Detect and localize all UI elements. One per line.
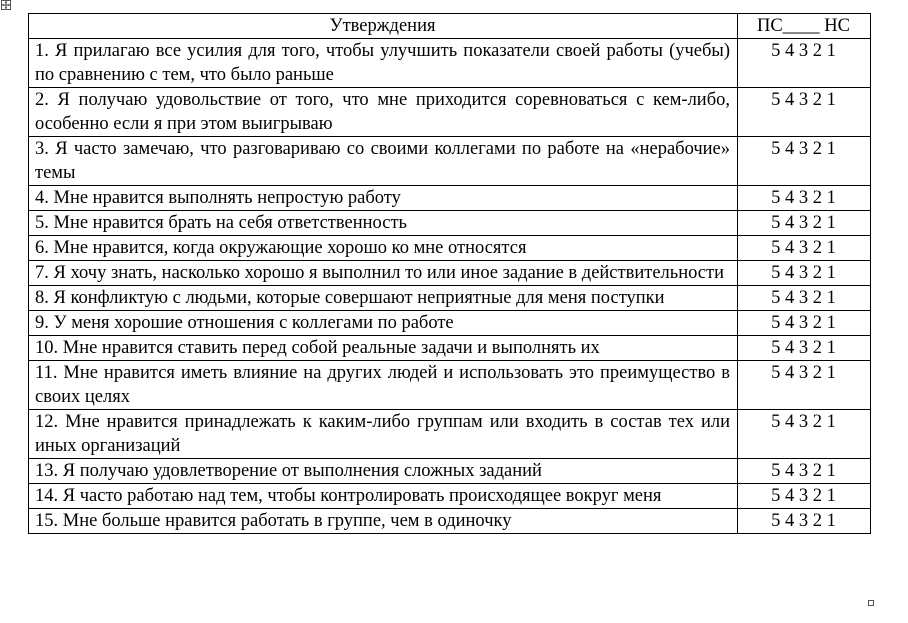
table-row [29,336,871,361]
scale-cell: 5 4 3 2 1 [738,361,871,410]
scale-cell: 5 4 3 2 1 [738,211,871,236]
statement-cell: 3. Я часто замечаю, что разговариваю со своими коллегами по работе на «нерабочие» темы [29,137,738,186]
scale-cell: 5 4 3 2 1 [738,509,871,534]
table-row [29,361,871,410]
table-header-row [29,14,871,39]
statement-cell: 7. Я хочу знать, насколько хорошо я выполнил то или иное задание в действительности [29,261,738,286]
scale-cell: 5 4 3 2 1 [738,261,871,286]
statement-cell: 8. Я конфликтую с людьми, которые совершают неприятные для меня поступки [29,286,738,311]
statement-cell: 12. Мне нравится принадлежать к каким-либо группам или входить в состав тех или иных организаций [29,410,738,459]
scale-cell: 5 4 3 2 1 [738,236,871,261]
statement-cell: 10. Мне нравится ставить перед собой реальные задачи и выполнять их [29,336,738,361]
statement-cell: 1. Я прилагаю все усилия для того, чтобы улучшить показатели своей работы (учебы) по сравнению с тем, что было раньше [29,39,738,88]
table-row [29,286,871,311]
scale-cell: 5 4 3 2 1 [738,459,871,484]
scale-cell: 5 4 3 2 1 [738,88,871,137]
table-row [29,39,871,88]
scale-cell: 5 4 3 2 1 [738,484,871,509]
scale-cell: 5 4 3 2 1 [738,311,871,336]
table-row [29,261,871,286]
header-scale: ПС____ НС [738,14,871,39]
scale-cell: 5 4 3 2 1 [738,186,871,211]
statement-cell: 5. Мне нравится брать на себя ответственность [29,211,738,236]
statement-cell: 14. Я часто работаю над тем, чтобы контролировать происходящее вокруг меня [29,484,738,509]
scale-cell: 5 4 3 2 1 [738,39,871,88]
move-arrows-icon [2,1,10,9]
table-row [29,459,871,484]
table-row [29,88,871,137]
statement-cell: 6. Мне нравится, когда окружающие хорошо ко мне относятся [29,236,738,261]
statement-cell: 11. Мне нравится иметь влияние на других людей и использовать это преимущество в своих целях [29,361,738,410]
statement-cell: 15. Мне больше нравится работать в группе, чем в одиночку [29,509,738,534]
table-resize-handle[interactable] [868,600,874,606]
table-row [29,509,871,534]
scale-cell: 5 4 3 2 1 [738,286,871,311]
table-row [29,186,871,211]
table-row [29,410,871,459]
table-row [29,211,871,236]
table-row [29,311,871,336]
statement-cell: 9. У меня хорошие отношения с коллегами по работе [29,311,738,336]
statement-cell: 2. Я получаю удовольствие от того, что мне приходится соревноваться с кем-либо, особенно если я при этом выигрываю [29,88,738,137]
table-row [29,137,871,186]
header-statements: Утверждения [29,14,738,39]
scale-cell: 5 4 3 2 1 [738,410,871,459]
statement-cell: 13. Я получаю удовлетворение от выполнения сложных заданий [29,459,738,484]
statement-cell: 4. Мне нравится выполнять непростую работу [29,186,738,211]
table-row [29,484,871,509]
survey-table [28,13,871,534]
scale-cell: 5 4 3 2 1 [738,336,871,361]
table-move-handle-icon[interactable] [1,0,11,10]
table-row [29,236,871,261]
scale-cell: 5 4 3 2 1 [738,137,871,186]
